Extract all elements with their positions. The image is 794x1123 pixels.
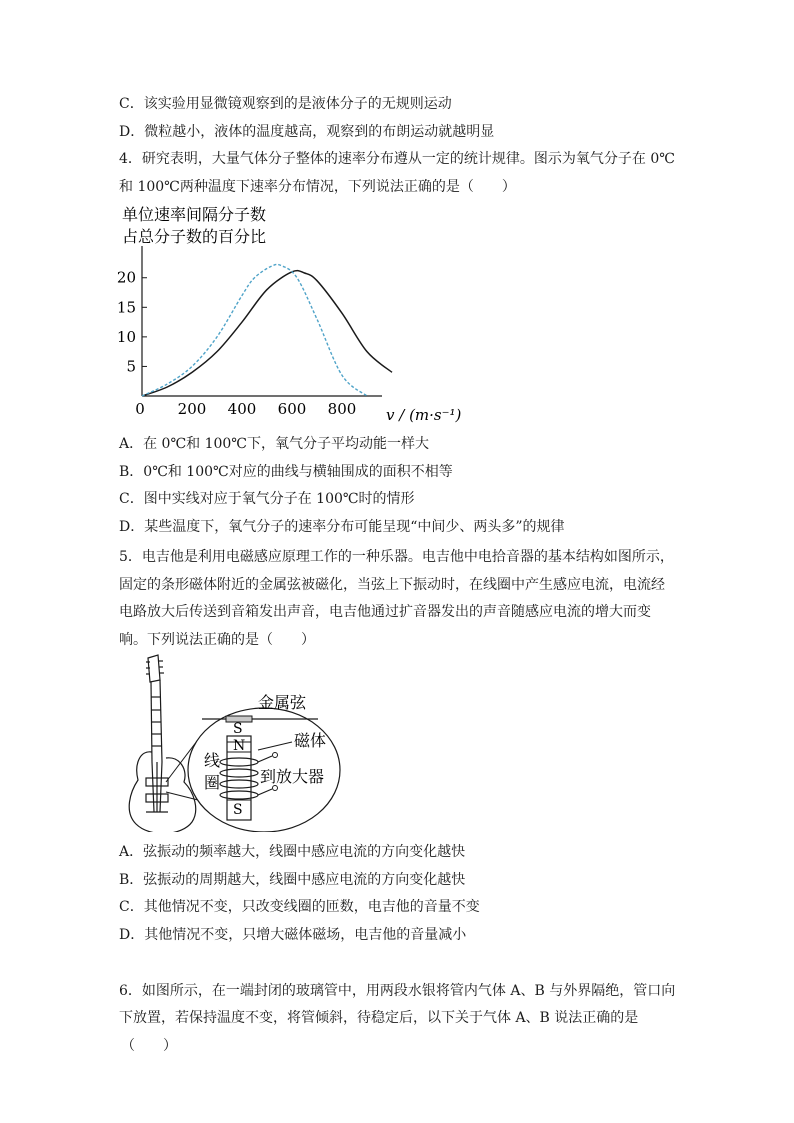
y-tick-label: 20 xyxy=(116,268,136,287)
label-coil-1: 线 xyxy=(204,751,221,770)
pole-s-bottom: S xyxy=(233,802,243,818)
speed-distribution-chart xyxy=(110,198,470,433)
q6-stem-line3: （ ） xyxy=(121,1038,177,1054)
x-tick-labels xyxy=(135,400,356,418)
guitar-drawing xyxy=(129,655,195,832)
q5-option-0: A．弦振动的频率越大，线圈中感应电流的方向变化越快 xyxy=(119,844,466,860)
q5-option-3: D．其他情况不变，只增大磁体磁场，电吉他的音量减小 xyxy=(119,926,467,943)
pole-s-top: S xyxy=(233,721,243,737)
q4-option-2: C．图中实线对应于氧气分子在 100℃时的情形 xyxy=(119,491,415,507)
q5-stem-line-1: 固定的条形磁体附近的金属弦被磁化，当弦上下振动时，在线圈中产生感应电流，电流经 xyxy=(119,576,665,593)
x-tick-label: 800 xyxy=(327,400,357,418)
q6-stem-line1: 6．如图所示，在一端封闭的玻璃管中，用两段水银将管内气体 A、B 与外界隔绝，管口向 xyxy=(119,983,676,999)
electric-guitar-pickup-figure xyxy=(122,652,352,832)
prev-option-d: D．微粒越小，液体的温度越高，观察到的布朗运动就越明显 xyxy=(119,124,495,140)
q6-stem-line2: 下放置，若保持温度不变，将管倾斜，待稳定后，以下关于气体 A、B 说法正确的是 xyxy=(119,1010,639,1026)
pole-n: N xyxy=(233,738,246,754)
q4-stem-line2: 和 100℃两种温度下速率分布情况，下列说法正确的是（ ） xyxy=(119,179,516,195)
x-tick-label: 600 xyxy=(277,400,307,418)
q5-stem-line-2: 电路放大后传送到音箱发出声音，电吉他通过扩音器发出的声音随感应电流的增大而变 xyxy=(119,604,651,620)
terminal-bottom xyxy=(273,786,278,791)
label-coil-2: 圈 xyxy=(204,773,221,792)
x-tick-label: 0 xyxy=(135,400,145,418)
x-tick-label: 200 xyxy=(177,400,207,418)
series-line-dashed xyxy=(142,264,367,396)
label-to-amplifier: 到放大器 xyxy=(260,767,325,786)
q5-stem-line-3: 响。下列说法正确的是（ ） xyxy=(119,631,315,648)
y-tick-label: 10 xyxy=(116,327,136,346)
q4-option-0: A．在 0℃和 100℃下，氧气分子平均动能一样大 xyxy=(119,436,429,452)
q5-option-1: B．弦振动的周期越大，线圈中感应电流的方向变化越快 xyxy=(119,871,466,888)
y-tick-label: 15 xyxy=(116,298,136,317)
q4-stem-line1: 4．研究表明，大量气体分子整体的速率分布遵从一定的统计规律。图示为氧气分子在 0℃ xyxy=(119,151,675,167)
chart-xlabel: v / (m·s⁻¹) xyxy=(386,406,462,424)
label-metal-string: 金属弦 xyxy=(258,693,307,712)
q4-option-1: B．0℃和 100℃对应的曲线与横轴围成的面积不相等 xyxy=(119,463,453,480)
terminal-top xyxy=(273,753,278,758)
prev-option-c: C．该实验用显微镜观察到的是液体分子的无规则运动 xyxy=(119,96,452,112)
x-tick-label: 400 xyxy=(227,400,257,418)
q5-option-2: C．其他情况不变，只改变线圈的匝数，电吉他的音量不变 xyxy=(119,899,480,915)
y-tick-label: 5 xyxy=(126,357,136,376)
label-magnet: 磁体 xyxy=(294,731,327,750)
chart-ylabel-line2: 占总分子数的百分比 xyxy=(122,227,267,246)
chart-ylabel-line1: 单位速率间隔分子数 xyxy=(122,205,267,224)
q4-option-3: D．某些温度下，氧气分子的速率分布可能呈现“中间少、两头多”的规律 xyxy=(119,518,565,535)
chart-axes xyxy=(142,246,382,396)
q5-stem-line-0: 5．电吉他是利用电磁感应原理工作的一种乐器。电吉他中电拾音器的基本结构如图所示， xyxy=(119,549,674,565)
chart-series xyxy=(142,264,392,396)
